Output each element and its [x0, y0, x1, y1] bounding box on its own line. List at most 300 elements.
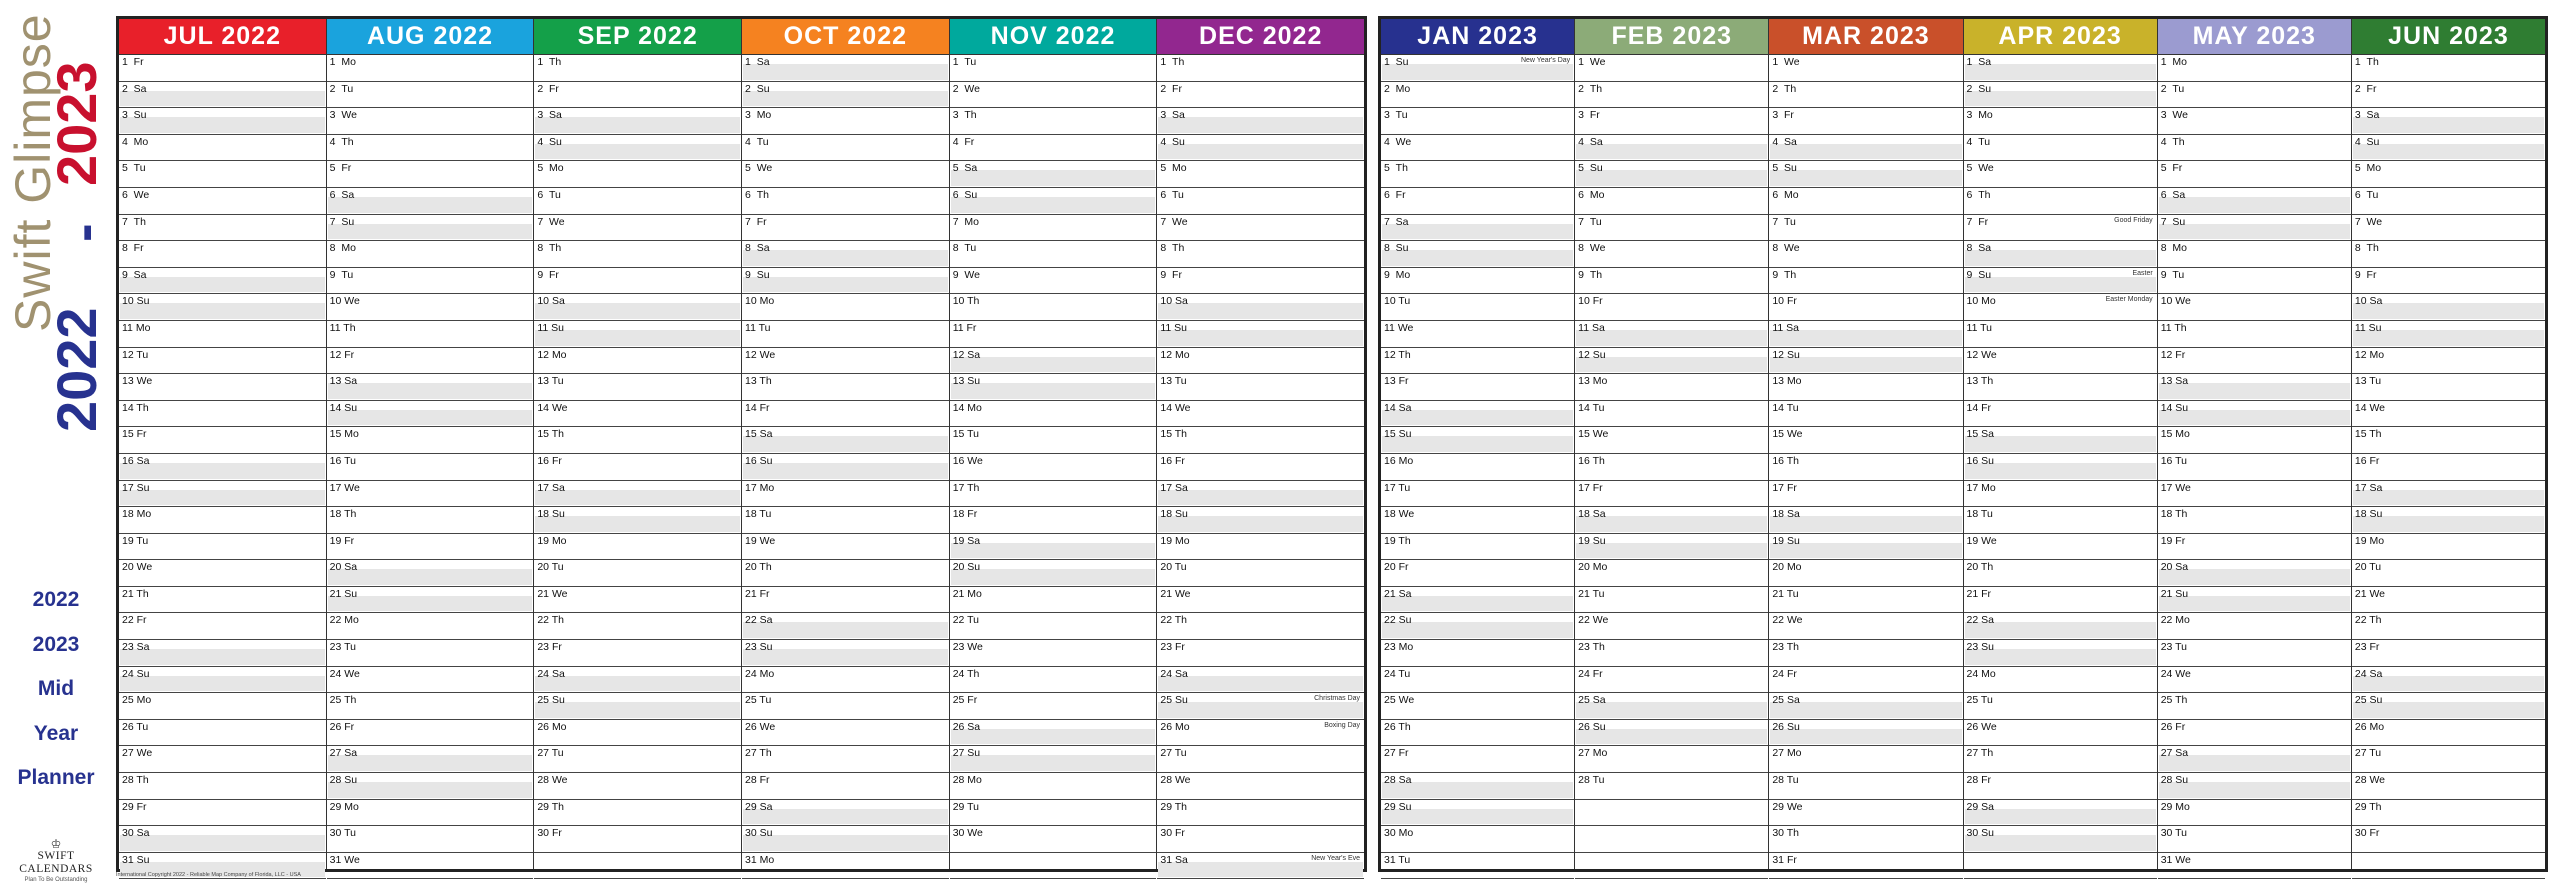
- day-row[interactable]: [1381, 108, 1574, 135]
- day-row[interactable]: [2352, 773, 2545, 800]
- day-row[interactable]: [1157, 746, 1364, 773]
- day-row[interactable]: [534, 188, 741, 215]
- day-row[interactable]: [950, 188, 1157, 215]
- day-row[interactable]: [950, 826, 1157, 853]
- day-row[interactable]: [2352, 82, 2545, 109]
- day-row[interactable]: [2158, 667, 2351, 694]
- day-row[interactable]: [1964, 826, 2157, 853]
- day-row[interactable]: [2158, 640, 2351, 667]
- day-row[interactable]: [950, 401, 1157, 428]
- day-row[interactable]: [1157, 587, 1364, 614]
- day-row[interactable]: [1769, 560, 1962, 587]
- day-row[interactable]: [742, 853, 949, 880]
- day-row[interactable]: [119, 321, 326, 348]
- day-row[interactable]: [119, 800, 326, 827]
- day-row[interactable]: [1575, 241, 1768, 268]
- day-row[interactable]: [1157, 667, 1364, 694]
- day-row[interactable]: [950, 800, 1157, 827]
- day-row[interactable]: [742, 720, 949, 747]
- day-row[interactable]: [327, 348, 534, 375]
- day-row[interactable]: [1964, 667, 2157, 694]
- day-row[interactable]: [1964, 454, 2157, 481]
- day-row[interactable]: [1381, 401, 1574, 428]
- day-row[interactable]: [1381, 640, 1574, 667]
- day-row[interactable]: [2352, 268, 2545, 295]
- day-row[interactable]: [1157, 773, 1364, 800]
- day-row[interactable]: [1157, 481, 1364, 508]
- day-row[interactable]: [1381, 853, 1574, 880]
- day-row[interactable]: [1964, 135, 2157, 162]
- day-row[interactable]: [534, 215, 741, 242]
- day-row[interactable]: [1157, 534, 1364, 561]
- day-row[interactable]: [1575, 82, 1768, 109]
- day-row[interactable]: [1769, 294, 1962, 321]
- day-row[interactable]: [1769, 534, 1962, 561]
- day-row[interactable]: [1157, 161, 1364, 188]
- day-row[interactable]: [1381, 773, 1574, 800]
- day-row[interactable]: [1575, 321, 1768, 348]
- day-row[interactable]: [1769, 746, 1962, 773]
- day-row[interactable]: [327, 746, 534, 773]
- day-row[interactable]: [950, 135, 1157, 162]
- day-row[interactable]: [1157, 374, 1364, 401]
- day-row[interactable]: [1575, 640, 1768, 667]
- day-row[interactable]: [2352, 507, 2545, 534]
- day-row[interactable]: [742, 82, 949, 109]
- day-row[interactable]: [950, 746, 1157, 773]
- day-row[interactable]: [327, 454, 534, 481]
- day-row[interactable]: [534, 640, 741, 667]
- day-row[interactable]: [1381, 800, 1574, 827]
- day-row[interactable]: [119, 108, 326, 135]
- day-row[interactable]: [1157, 853, 1364, 880]
- day-row[interactable]: [1157, 613, 1364, 640]
- day-row[interactable]: [2352, 560, 2545, 587]
- day-row[interactable]: [1769, 693, 1962, 720]
- day-row[interactable]: [2158, 215, 2351, 242]
- day-row[interactable]: [1157, 427, 1364, 454]
- day-row[interactable]: [1769, 268, 1962, 295]
- day-row[interactable]: [1769, 348, 1962, 375]
- day-row[interactable]: [1157, 241, 1364, 268]
- day-row[interactable]: [2158, 55, 2351, 82]
- day-row[interactable]: [1769, 427, 1962, 454]
- day-row[interactable]: [327, 82, 534, 109]
- day-row[interactable]: [327, 826, 534, 853]
- day-row[interactable]: [327, 640, 534, 667]
- day-row[interactable]: [119, 587, 326, 614]
- day-row[interactable]: [1769, 241, 1962, 268]
- day-row[interactable]: [2352, 587, 2545, 614]
- day-row[interactable]: [742, 826, 949, 853]
- day-row[interactable]: [1381, 746, 1574, 773]
- day-row[interactable]: [2352, 427, 2545, 454]
- day-row[interactable]: [2158, 693, 2351, 720]
- day-row[interactable]: [1575, 773, 1768, 800]
- day-row[interactable]: [119, 826, 326, 853]
- day-row[interactable]: [1575, 613, 1768, 640]
- day-row[interactable]: [1575, 427, 1768, 454]
- day-row[interactable]: [327, 853, 534, 880]
- day-row[interactable]: [1964, 321, 2157, 348]
- day-row[interactable]: [534, 161, 741, 188]
- day-row[interactable]: [1157, 82, 1364, 109]
- day-row[interactable]: [742, 640, 949, 667]
- day-row[interactable]: [742, 161, 949, 188]
- day-row[interactable]: [119, 348, 326, 375]
- day-row[interactable]: [1575, 746, 1768, 773]
- day-row[interactable]: [2158, 800, 2351, 827]
- day-row[interactable]: [534, 720, 741, 747]
- day-row[interactable]: [1964, 108, 2157, 135]
- day-row[interactable]: [2352, 534, 2545, 561]
- day-row[interactable]: [1157, 268, 1364, 295]
- day-row[interactable]: [2352, 215, 2545, 242]
- day-row[interactable]: [1769, 613, 1962, 640]
- day-row[interactable]: [327, 215, 534, 242]
- day-row[interactable]: [1381, 427, 1574, 454]
- day-row[interactable]: [2352, 800, 2545, 827]
- day-row[interactable]: [534, 746, 741, 773]
- day-row[interactable]: [742, 613, 949, 640]
- day-row[interactable]: [119, 215, 326, 242]
- day-row[interactable]: [1157, 693, 1364, 720]
- day-row[interactable]: [2352, 826, 2545, 853]
- day-row[interactable]: [1769, 720, 1962, 747]
- day-row[interactable]: [534, 108, 741, 135]
- day-row[interactable]: [742, 773, 949, 800]
- day-row[interactable]: [742, 294, 949, 321]
- day-row[interactable]: [950, 507, 1157, 534]
- day-row[interactable]: [1964, 82, 2157, 109]
- day-row[interactable]: [1769, 481, 1962, 508]
- day-row[interactable]: [2158, 587, 2351, 614]
- day-row[interactable]: [1769, 826, 1962, 853]
- day-row[interactable]: [1964, 507, 2157, 534]
- day-row[interactable]: [327, 108, 534, 135]
- day-row[interactable]: [1769, 188, 1962, 215]
- day-row[interactable]: [1575, 55, 1768, 82]
- day-row[interactable]: [534, 773, 741, 800]
- day-row[interactable]: [1381, 161, 1574, 188]
- day-row[interactable]: [534, 454, 741, 481]
- day-row[interactable]: [327, 321, 534, 348]
- day-row[interactable]: [119, 374, 326, 401]
- day-row[interactable]: [2352, 401, 2545, 428]
- day-row[interactable]: [742, 374, 949, 401]
- day-row[interactable]: [2352, 667, 2545, 694]
- day-row[interactable]: [1769, 374, 1962, 401]
- day-row[interactable]: [534, 693, 741, 720]
- day-row[interactable]: [950, 321, 1157, 348]
- day-row[interactable]: [2158, 481, 2351, 508]
- day-row[interactable]: [1575, 268, 1768, 295]
- day-row[interactable]: [950, 587, 1157, 614]
- day-row[interactable]: [2158, 507, 2351, 534]
- day-row[interactable]: [2352, 720, 2545, 747]
- day-row[interactable]: [1769, 135, 1962, 162]
- day-row[interactable]: [1575, 108, 1768, 135]
- day-row[interactable]: [1769, 800, 1962, 827]
- day-row[interactable]: [950, 268, 1157, 295]
- day-row[interactable]: [742, 587, 949, 614]
- day-row[interactable]: [119, 507, 326, 534]
- day-row[interactable]: [534, 560, 741, 587]
- day-row[interactable]: [2352, 348, 2545, 375]
- day-row[interactable]: [1381, 374, 1574, 401]
- day-row[interactable]: [327, 161, 534, 188]
- day-row[interactable]: [1575, 720, 1768, 747]
- day-row[interactable]: [950, 667, 1157, 694]
- day-row[interactable]: [1575, 481, 1768, 508]
- day-row[interactable]: [534, 348, 741, 375]
- day-row[interactable]: [1575, 507, 1768, 534]
- day-row[interactable]: [2158, 294, 2351, 321]
- day-row[interactable]: [2158, 746, 2351, 773]
- day-row[interactable]: [1769, 507, 1962, 534]
- day-row[interactable]: [119, 720, 326, 747]
- day-row[interactable]: [534, 534, 741, 561]
- day-row[interactable]: [1964, 401, 2157, 428]
- day-row[interactable]: [327, 135, 534, 162]
- day-row[interactable]: [2352, 374, 2545, 401]
- day-row[interactable]: [950, 773, 1157, 800]
- day-row[interactable]: [2352, 746, 2545, 773]
- day-row[interactable]: [950, 560, 1157, 587]
- day-row[interactable]: [1157, 720, 1364, 747]
- day-row[interactable]: [119, 188, 326, 215]
- day-row[interactable]: [1769, 401, 1962, 428]
- day-row[interactable]: [742, 188, 949, 215]
- day-row[interactable]: [950, 348, 1157, 375]
- day-row[interactable]: [534, 82, 741, 109]
- day-row[interactable]: [2158, 241, 2351, 268]
- day-row[interactable]: [119, 481, 326, 508]
- day-row[interactable]: [534, 294, 741, 321]
- day-row[interactable]: [950, 640, 1157, 667]
- day-row[interactable]: [327, 560, 534, 587]
- day-row[interactable]: [950, 55, 1157, 82]
- day-row[interactable]: [1964, 348, 2157, 375]
- day-row[interactable]: [119, 640, 326, 667]
- day-row[interactable]: [534, 587, 741, 614]
- day-row[interactable]: [1381, 560, 1574, 587]
- day-row[interactable]: [534, 826, 741, 853]
- day-row[interactable]: [2158, 161, 2351, 188]
- day-row[interactable]: [1157, 188, 1364, 215]
- day-row[interactable]: [534, 135, 741, 162]
- day-row[interactable]: [742, 108, 949, 135]
- day-row[interactable]: [534, 321, 741, 348]
- day-row[interactable]: [742, 401, 949, 428]
- day-row[interactable]: [2158, 374, 2351, 401]
- day-row[interactable]: [1575, 401, 1768, 428]
- day-row[interactable]: [2158, 613, 2351, 640]
- day-row[interactable]: [119, 454, 326, 481]
- day-row[interactable]: [1575, 454, 1768, 481]
- day-row[interactable]: [2158, 720, 2351, 747]
- day-row[interactable]: [119, 667, 326, 694]
- day-row[interactable]: [1381, 321, 1574, 348]
- day-row[interactable]: [742, 321, 949, 348]
- day-row[interactable]: [742, 241, 949, 268]
- day-row[interactable]: [119, 161, 326, 188]
- day-row[interactable]: [534, 427, 741, 454]
- day-row[interactable]: [2158, 454, 2351, 481]
- day-row[interactable]: [1769, 587, 1962, 614]
- day-row[interactable]: [119, 55, 326, 82]
- day-row[interactable]: [1964, 534, 2157, 561]
- day-row[interactable]: [534, 374, 741, 401]
- day-row[interactable]: [1157, 108, 1364, 135]
- day-row[interactable]: [327, 481, 534, 508]
- day-row[interactable]: [534, 241, 741, 268]
- day-row[interactable]: [742, 534, 949, 561]
- day-row[interactable]: [119, 427, 326, 454]
- day-row[interactable]: [1964, 800, 2157, 827]
- day-row[interactable]: [950, 108, 1157, 135]
- day-row[interactable]: [1575, 374, 1768, 401]
- day-row[interactable]: [119, 613, 326, 640]
- day-row[interactable]: [2352, 55, 2545, 82]
- day-row[interactable]: [1575, 693, 1768, 720]
- day-row[interactable]: [1964, 613, 2157, 640]
- day-row[interactable]: [1964, 294, 2157, 321]
- day-row[interactable]: [1964, 241, 2157, 268]
- day-row[interactable]: [2158, 188, 2351, 215]
- day-row[interactable]: [742, 481, 949, 508]
- day-row[interactable]: [534, 613, 741, 640]
- day-row[interactable]: [2352, 321, 2545, 348]
- day-row[interactable]: [119, 773, 326, 800]
- day-row[interactable]: [2352, 640, 2545, 667]
- day-row[interactable]: [2158, 853, 2351, 880]
- day-row[interactable]: [2352, 294, 2545, 321]
- day-row[interactable]: [2352, 241, 2545, 268]
- day-row[interactable]: [1381, 454, 1574, 481]
- day-row[interactable]: [1769, 82, 1962, 109]
- day-row[interactable]: [1769, 454, 1962, 481]
- day-row[interactable]: [742, 55, 949, 82]
- day-row[interactable]: [2352, 454, 2545, 481]
- day-row[interactable]: [2352, 161, 2545, 188]
- day-row[interactable]: [327, 427, 534, 454]
- day-row[interactable]: [119, 241, 326, 268]
- day-row[interactable]: [742, 135, 949, 162]
- day-row[interactable]: [2352, 481, 2545, 508]
- day-row[interactable]: [2158, 560, 2351, 587]
- day-row[interactable]: [742, 507, 949, 534]
- day-row[interactable]: [119, 560, 326, 587]
- day-row[interactable]: [1964, 720, 2157, 747]
- day-row[interactable]: [1575, 294, 1768, 321]
- day-row[interactable]: [327, 294, 534, 321]
- day-row[interactable]: [1964, 55, 2157, 82]
- day-row[interactable]: [950, 82, 1157, 109]
- day-row[interactable]: [950, 427, 1157, 454]
- day-row[interactable]: [1769, 667, 1962, 694]
- day-row[interactable]: [327, 374, 534, 401]
- day-row[interactable]: [1157, 507, 1364, 534]
- day-row[interactable]: [327, 188, 534, 215]
- day-row[interactable]: [327, 534, 534, 561]
- day-row[interactable]: [2158, 108, 2351, 135]
- day-row[interactable]: [950, 534, 1157, 561]
- day-row[interactable]: [2158, 348, 2351, 375]
- day-row[interactable]: [1381, 348, 1574, 375]
- day-row[interactable]: [742, 268, 949, 295]
- day-row[interactable]: [327, 720, 534, 747]
- day-row[interactable]: [1964, 481, 2157, 508]
- day-row[interactable]: [1575, 667, 1768, 694]
- day-row[interactable]: [1157, 640, 1364, 667]
- day-row[interactable]: [2352, 188, 2545, 215]
- day-row[interactable]: [742, 800, 949, 827]
- day-row[interactable]: [1964, 161, 2157, 188]
- day-row[interactable]: [534, 481, 741, 508]
- day-row[interactable]: [1381, 826, 1574, 853]
- day-row[interactable]: [327, 587, 534, 614]
- day-row[interactable]: [327, 55, 534, 82]
- day-row[interactable]: [1769, 108, 1962, 135]
- day-row[interactable]: [1157, 560, 1364, 587]
- day-row[interactable]: [1157, 321, 1364, 348]
- day-row[interactable]: [534, 800, 741, 827]
- day-row[interactable]: [742, 746, 949, 773]
- day-row[interactable]: [327, 507, 534, 534]
- day-row[interactable]: [742, 560, 949, 587]
- day-row[interactable]: [1964, 746, 2157, 773]
- day-row[interactable]: [327, 800, 534, 827]
- day-row[interactable]: [1157, 55, 1364, 82]
- day-row[interactable]: [1769, 773, 1962, 800]
- day-row[interactable]: [327, 613, 534, 640]
- day-row[interactable]: [1157, 135, 1364, 162]
- day-row[interactable]: [950, 374, 1157, 401]
- day-row[interactable]: [1381, 215, 1574, 242]
- day-row[interactable]: [950, 215, 1157, 242]
- day-row[interactable]: [1964, 374, 2157, 401]
- day-row[interactable]: [2158, 135, 2351, 162]
- day-row[interactable]: [1964, 693, 2157, 720]
- day-row[interactable]: [1381, 294, 1574, 321]
- day-row[interactable]: [742, 667, 949, 694]
- day-row[interactable]: [327, 667, 534, 694]
- day-row[interactable]: [1157, 401, 1364, 428]
- day-row[interactable]: [1381, 720, 1574, 747]
- day-row[interactable]: [742, 427, 949, 454]
- day-row[interactable]: [1381, 241, 1574, 268]
- day-row[interactable]: [742, 693, 949, 720]
- day-row[interactable]: [1769, 640, 1962, 667]
- day-row[interactable]: [1769, 215, 1962, 242]
- day-row[interactable]: [1381, 613, 1574, 640]
- day-row[interactable]: [2352, 135, 2545, 162]
- day-row[interactable]: [2158, 826, 2351, 853]
- day-row[interactable]: [2158, 534, 2351, 561]
- day-row[interactable]: [119, 693, 326, 720]
- day-row[interactable]: [1575, 560, 1768, 587]
- day-row[interactable]: [1964, 268, 2157, 295]
- day-row[interactable]: [534, 268, 741, 295]
- day-row[interactable]: [1381, 587, 1574, 614]
- day-row[interactable]: [1575, 348, 1768, 375]
- day-row[interactable]: [1381, 55, 1574, 82]
- day-row[interactable]: [950, 161, 1157, 188]
- day-row[interactable]: [327, 693, 534, 720]
- day-row[interactable]: [1575, 215, 1768, 242]
- day-row[interactable]: [1964, 587, 2157, 614]
